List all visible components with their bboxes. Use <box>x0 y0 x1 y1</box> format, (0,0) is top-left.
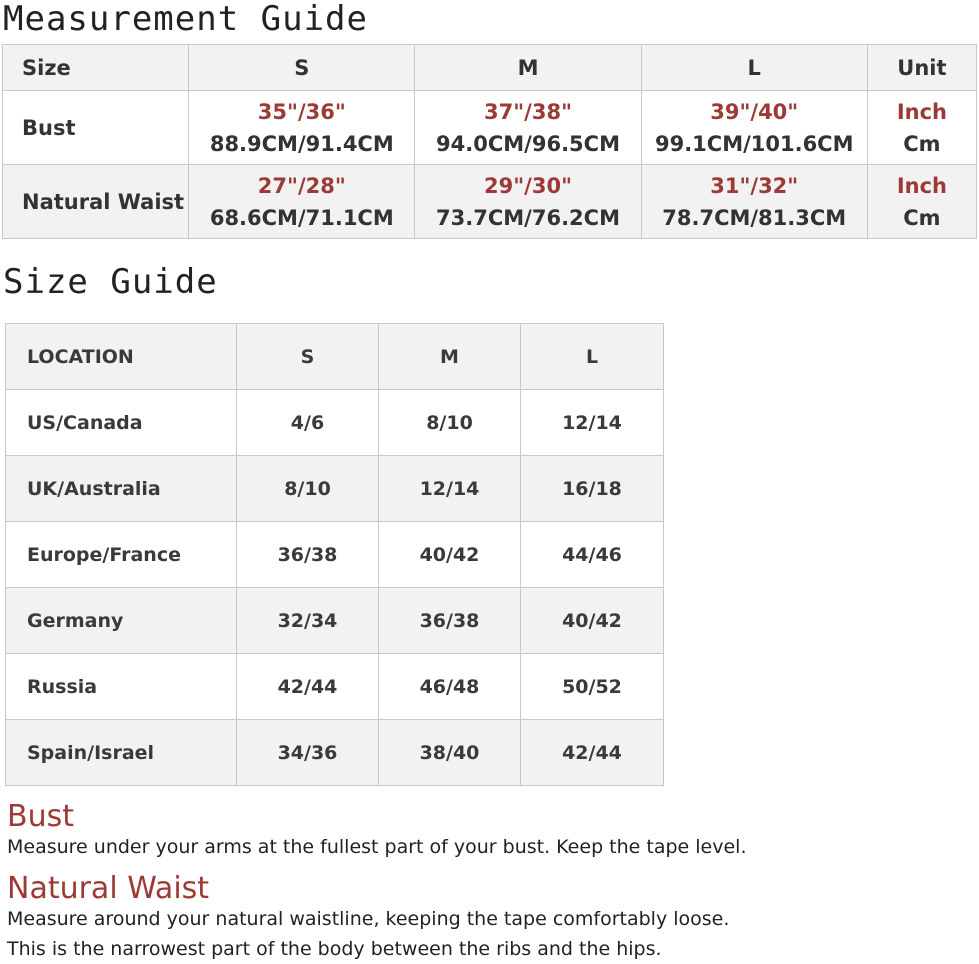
size-s-value: 42/44 <box>237 654 379 720</box>
waist-unit-cell <box>867 165 976 239</box>
location-label: UK/Australia <box>6 456 237 522</box>
header-m: M <box>379 324 521 390</box>
size-row-spain-israel <box>6 720 664 786</box>
bust-m-cm: 94.0CM/96.5CM <box>436 131 620 156</box>
location-label: US/Canada <box>6 390 237 456</box>
location-label: Spain/Israel <box>6 720 237 786</box>
bust-m-cell <box>415 91 641 165</box>
size-m-value: 36/38 <box>379 588 521 654</box>
bust-note-text: Measure under your arms at the fullest part of your bust. Keep the tape level. <box>7 836 747 858</box>
bust-unit-cell <box>867 91 976 165</box>
size-s-value: 4/6 <box>237 390 379 456</box>
size-l-value: 42/44 <box>521 720 664 786</box>
size-l-value: 44/46 <box>521 522 664 588</box>
bust-m-inch: 37"/38" <box>484 99 573 124</box>
header-unit: Unit <box>867 45 976 91</box>
bust-note-title: Bust <box>7 799 74 834</box>
size-l-value: 12/14 <box>521 390 664 456</box>
waist-s-cm: 68.6CM/71.1CM <box>209 205 394 230</box>
size-s-value: 8/10 <box>237 456 379 522</box>
measurement-header-row <box>3 45 977 91</box>
measurement-row-waist <box>3 165 977 239</box>
header-s: S <box>237 324 379 390</box>
waist-note-text-continued: This is the narrowest part of the body between the ribs and the hips. <box>7 938 662 960</box>
bust-l-cell <box>641 91 867 165</box>
size-l-value: 16/18 <box>521 456 664 522</box>
waist-l-inch: 31"/32" <box>710 173 799 198</box>
waist-m-cm: 73.7CM/76.2CM <box>436 205 620 230</box>
waist-s-inch: 27"/28" <box>257 173 346 198</box>
size-row-europe-france <box>6 522 664 588</box>
size-m-value: 38/40 <box>379 720 521 786</box>
header-l: L <box>641 45 867 91</box>
size-s-value: 36/38 <box>237 522 379 588</box>
measurement-table <box>2 44 977 239</box>
waist-s-cell <box>189 165 415 239</box>
header-size: Size <box>3 45 189 91</box>
header-m: M <box>415 45 641 91</box>
size-m-value: 40/42 <box>379 522 521 588</box>
size-m-value: 12/14 <box>379 456 521 522</box>
size-table <box>5 323 664 786</box>
size-guide-title: Size Guide <box>3 262 218 302</box>
size-m-value: 8/10 <box>379 390 521 456</box>
size-header-row <box>6 324 664 390</box>
header-s: S <box>189 45 415 91</box>
bust-unit-cm: Cm <box>903 131 941 156</box>
measurement-row-bust <box>3 91 977 165</box>
header-l: L <box>521 324 664 390</box>
row-label-bust: Bust <box>3 91 189 165</box>
size-row-russia <box>6 654 664 720</box>
location-label: Germany <box>6 588 237 654</box>
location-label: Russia <box>6 654 237 720</box>
bust-s-cm: 88.9CM/91.4CM <box>209 131 394 156</box>
size-m-value: 46/48 <box>379 654 521 720</box>
size-s-value: 32/34 <box>237 588 379 654</box>
bust-l-inch: 39"/40" <box>710 99 799 124</box>
size-row-us-canada <box>6 390 664 456</box>
bust-s-inch: 35"/36" <box>257 99 346 124</box>
waist-unit-cm: Cm <box>903 205 941 230</box>
size-l-value: 50/52 <box>521 654 664 720</box>
size-l-value: 40/42 <box>521 588 664 654</box>
measurement-guide-title: Measurement Guide <box>3 0 368 39</box>
waist-m-inch: 29"/30" <box>484 173 573 198</box>
waist-m-cell <box>415 165 641 239</box>
waist-l-cm: 78.7CM/81.3CM <box>662 205 847 230</box>
size-row-germany <box>6 588 664 654</box>
size-s-value: 34/36 <box>237 720 379 786</box>
bust-unit-inch: Inch <box>896 99 947 124</box>
waist-l-cell <box>641 165 867 239</box>
size-row-uk-australia <box>6 456 664 522</box>
row-label-waist: Natural Waist <box>3 165 189 239</box>
location-label: Europe/France <box>6 522 237 588</box>
waist-note-text: Measure around your natural waistline, keeping the tape comfortably loose. <box>7 908 730 930</box>
bust-l-cm: 99.1CM/101.6CM <box>654 131 854 156</box>
waist-unit-inch: Inch <box>896 173 947 198</box>
bust-s-cell <box>189 91 415 165</box>
header-location: LOCATION <box>6 324 237 390</box>
waist-note-title: Natural Waist <box>7 871 210 906</box>
